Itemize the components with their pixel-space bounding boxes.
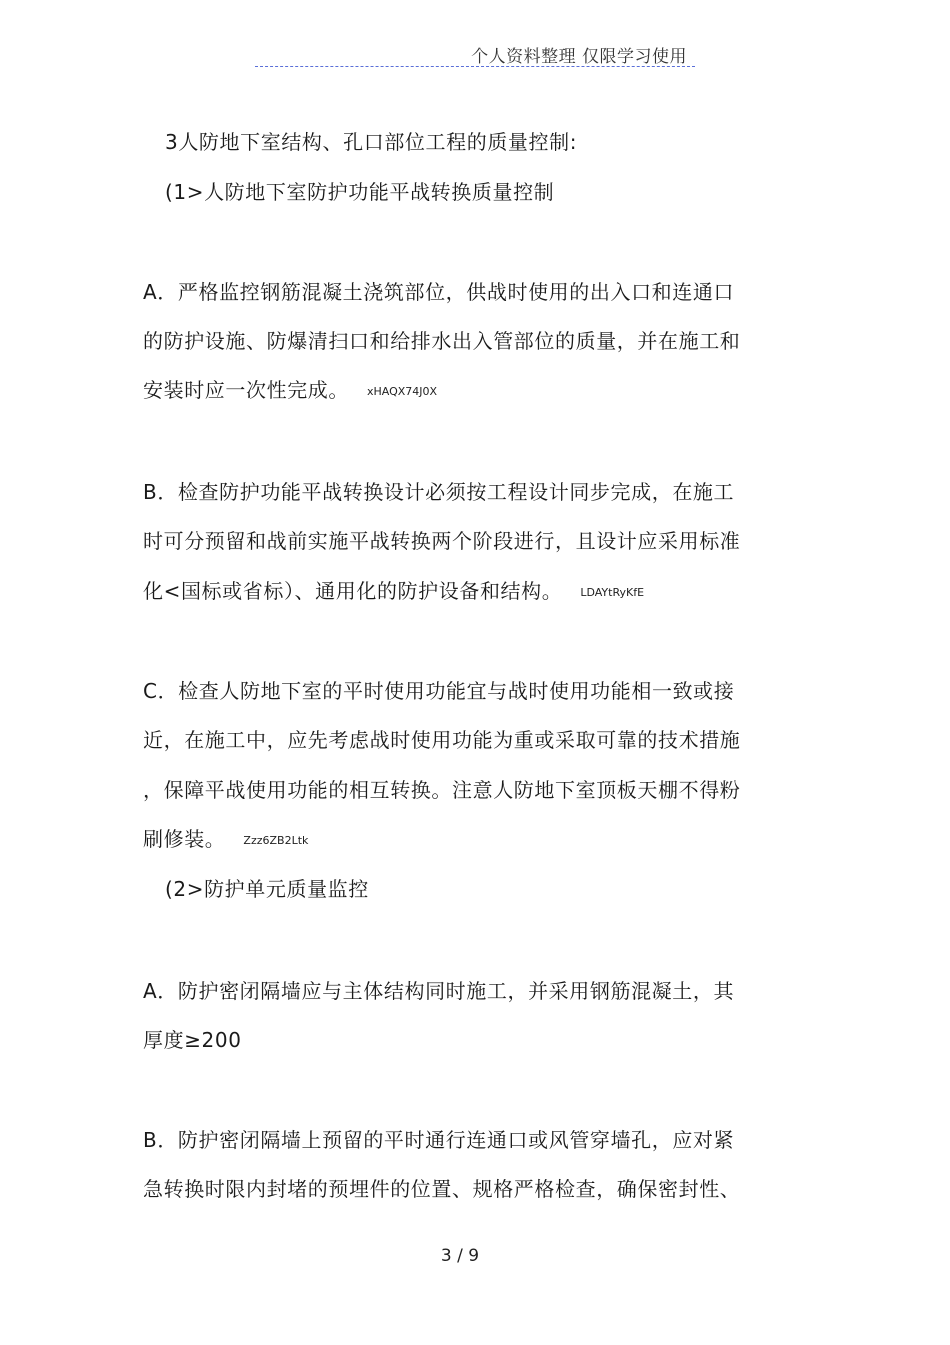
paragraph-a-text: 安装时应一次性完成。 [143,378,349,402]
page-header [255,42,695,67]
paragraph-a-code: xHAQX74J0X [367,385,438,398]
header-title: 个人资料整理 仅限学习使用 [471,47,687,67]
paragraph-c-code: Zzz6ZB2Ltk [243,834,309,847]
paragraph-a-line-3 [143,376,437,406]
paragraph-b2-line-1: B．防护密闭隔墙上预留的平时通行连通口或风管穿墙孔，应对紧 [143,1128,735,1152]
paragraph-c-line-2: 近，在施工中，应先考虑战时使用功能为重或采取可靠的技术措施 [143,728,741,752]
paragraph-b2-line-2: 急转换时限内封堵的预埋件的位置、规格严格检查，确保密封性、 [143,1177,741,1201]
paragraph-c-line-4 [143,825,308,855]
paragraph-c-line-1: C．检查人防地下室的平时使用功能宜与战时使用功能相一致或接 [143,679,735,703]
subsection-heading-2: (2>防护单元质量监控 [165,877,369,901]
paragraph-b-line-2: 时可分预留和战前实施平战转换两个阶段进行，且设计应采用标准 [143,529,741,553]
page-footer [0,1246,950,1266]
paragraph-a2-line-1: A．防护密闭隔墙应与主体结构同时施工，并采用钢筋混凝土，其 [143,979,735,1003]
paragraph-b-line-1: B．检查防护功能平战转换设计必须按工程设计同步完成，在施工 [143,480,735,504]
section-heading: 3人防地下室结构、孔口部位工程的质量控制: [165,130,578,154]
paragraph-b-code: LDAYtRyKfE [580,586,645,599]
paragraph-a-line-2: 的防护设施、防爆清扫口和给排水出入管部位的质量，并在施工和 [143,329,741,353]
paragraph-c-line-3: ，保障平战使用功能的相互转换。注意人防地下室顶板天棚不得粉 [143,778,741,802]
paragraph-b-text: 化<国标或省标）、通用化的防护设备和结构。 [143,579,563,603]
subsection-heading-1: (1>人防地下室防护功能平战转换质量控制 [165,180,555,204]
paragraph-b-line-3 [143,577,644,607]
paragraph-c-text: 刷修装。 [143,827,226,851]
paragraph-a2-line-2: 厚度≥200 [143,1028,242,1052]
paragraph-a-line-1: A．严格监控钢筋混凝土浇筑部位，供战时使用的出入口和连通口 [143,280,735,304]
page-number: 3 / 9 [440,1246,480,1266]
